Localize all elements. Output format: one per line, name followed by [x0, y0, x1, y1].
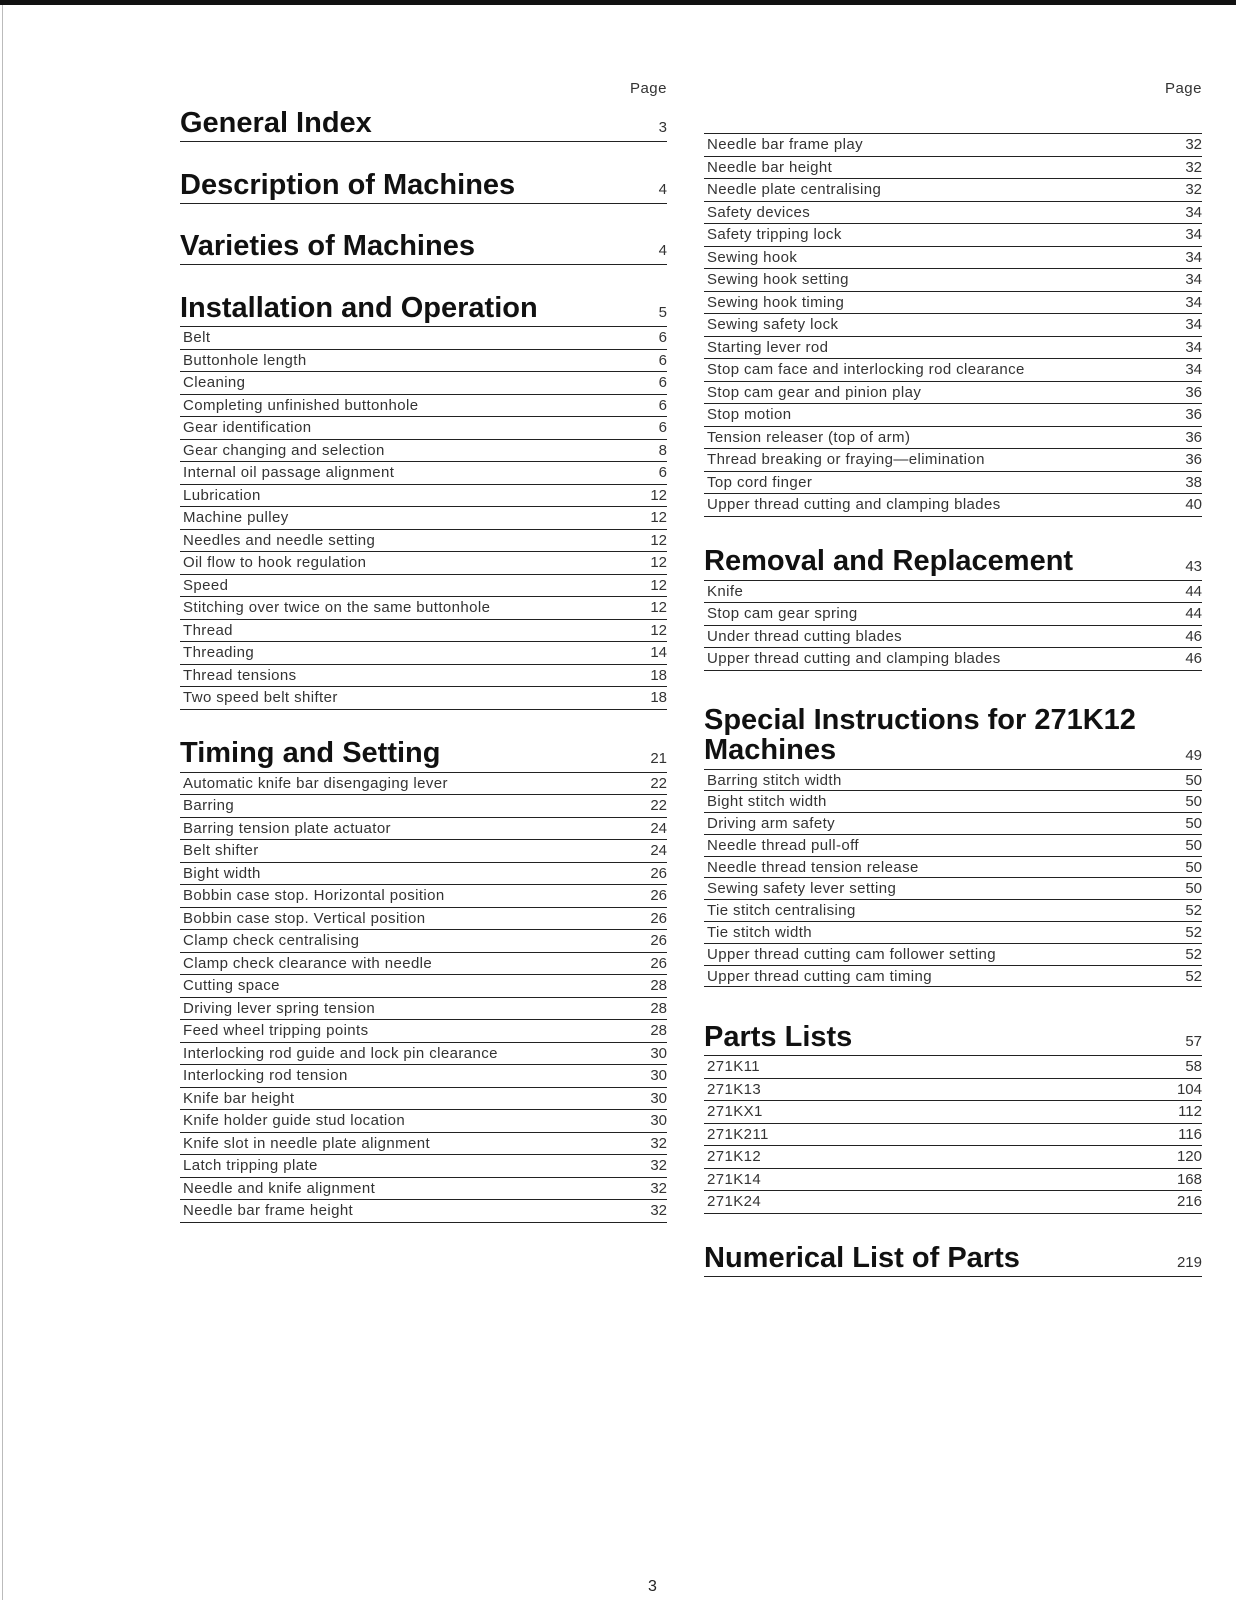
section-title: General Index [180, 106, 372, 139]
entry-label: Gear changing and selection [183, 441, 385, 459]
entry-page: 46 [1185, 627, 1202, 645]
entry-label: Belt [183, 329, 211, 346]
entry-page: 6 [658, 329, 667, 346]
right-column [704, 78, 1202, 1277]
entry-label: Tension releaser (top of arm) [707, 428, 911, 446]
index-entry[interactable] [704, 1101, 1202, 1124]
index-entry[interactable] [180, 773, 667, 796]
entry-page: 168 [1176, 1170, 1202, 1188]
index-entry[interactable] [180, 552, 667, 575]
entry-label: Feed wheel tripping points [183, 1022, 369, 1039]
continuation-top-rule [704, 100, 1202, 134]
entry-page: 36 [1185, 451, 1202, 468]
top-border-rule [0, 0, 1236, 5]
index-entry[interactable] [180, 953, 667, 976]
entry-page: 34 [1185, 271, 1202, 288]
index-entry[interactable] [180, 440, 667, 463]
entry-page: 104 [1176, 1080, 1202, 1098]
entry-page: 44 [1185, 582, 1202, 600]
entry-page: 40 [1185, 496, 1202, 513]
index-entry[interactable] [704, 292, 1202, 315]
entry-label: Speed [183, 576, 229, 594]
entry-page: 32 [1185, 136, 1202, 153]
index-entry[interactable] [180, 1200, 667, 1223]
entry-page: 12 [650, 531, 667, 549]
entry-label: Barring stitch width [707, 771, 842, 789]
entry-label: Needle and knife alignment [183, 1179, 376, 1197]
entry-label: Completing unfinished buttonhole [183, 396, 419, 414]
entry-label: Upper thread cutting and clamping blades [707, 650, 1001, 667]
entry-label: Clamp check clearance with needle [183, 954, 433, 972]
entry-label: Belt shifter [183, 842, 259, 859]
index-entry[interactable] [180, 642, 667, 665]
entry-label: Interlocking rod guide and lock pin clearance [183, 1044, 498, 1062]
entry-page: 38 [1185, 473, 1202, 491]
entry-label: 271K24 [707, 1193, 762, 1211]
entry-page: 52 [1185, 967, 1202, 985]
entry-page: 12 [650, 599, 667, 616]
index-entry[interactable] [180, 620, 667, 643]
entry-label: Under thread cutting blades [707, 627, 903, 645]
index-entry[interactable] [180, 885, 667, 908]
entry-page: 44 [1185, 605, 1202, 622]
index-entry[interactable] [704, 337, 1202, 360]
section-page: 219 [1176, 1253, 1202, 1271]
entry-label: Barring tension plate actuator [183, 819, 391, 837]
entry-page: 50 [1185, 815, 1202, 833]
index-entry[interactable] [180, 930, 667, 953]
entry-label: Stitching over twice on the same buttonhole [183, 599, 491, 616]
section-page: 49 [1185, 746, 1202, 764]
entry-label: Upper thread cutting cam follower setting [707, 945, 997, 963]
index-entry[interactable] [704, 791, 1202, 813]
index-entry[interactable] [704, 202, 1202, 225]
entry-label: Tie stitch width [707, 924, 813, 942]
entry-label: Bight stitch width [707, 793, 827, 811]
index-entry[interactable] [180, 575, 667, 598]
entry-label: Needle bar frame play [707, 136, 863, 153]
entry-label: 271K14 [707, 1170, 762, 1188]
entry-label: Automatic knife bar disengaging lever [183, 774, 448, 792]
entry-page: 52 [1185, 945, 1202, 963]
index-entry[interactable] [180, 1133, 667, 1156]
entry-page: 34 [1185, 293, 1202, 311]
index-entry[interactable] [180, 1020, 667, 1043]
entry-label: Knife [707, 582, 744, 600]
entry-page: 32 [1185, 158, 1202, 176]
section-title-line-2: Machines [704, 734, 837, 767]
entry-label: 271K11 [707, 1058, 761, 1076]
entry-label: Upper thread cutting cam timing [707, 967, 932, 985]
entry-label: Safety devices [707, 203, 811, 221]
index-entry[interactable] [704, 813, 1202, 835]
index-entry[interactable] [180, 1088, 667, 1111]
entry-label: Stop cam gear spring [707, 605, 858, 622]
section-title: Varieties of Machines [180, 229, 475, 262]
entry-label: Clamp check centralising [183, 932, 360, 949]
entry-page: 112 [1178, 1103, 1202, 1121]
index-entry[interactable] [704, 1079, 1202, 1102]
entry-page: 30 [650, 1044, 667, 1062]
index-entry[interactable] [704, 494, 1202, 517]
entry-label: Bobbin case stop. Horizontal position [183, 887, 445, 904]
section-varieties-of-machines[interactable] [180, 204, 667, 265]
entry-page: 24 [650, 842, 667, 859]
index-entry[interactable] [704, 1124, 1202, 1147]
entry-page: 28 [650, 999, 667, 1017]
entry-page: 6 [658, 396, 667, 414]
entry-page: 26 [650, 864, 667, 882]
index-entry[interactable] [704, 626, 1202, 649]
entry-label: Thread breaking or fraying—elimination [707, 451, 985, 468]
entry-label: Cleaning [183, 374, 246, 391]
entry-label: Thread tensions [183, 666, 297, 684]
index-entry[interactable] [180, 417, 667, 440]
section-page: 57 [1185, 1033, 1202, 1051]
continuation-entries [704, 134, 1202, 517]
entry-page: 36 [1185, 428, 1202, 446]
section-title: Parts Lists [704, 1021, 853, 1054]
entry-page: 50 [1185, 771, 1202, 789]
scan-left-edge [2, 5, 3, 1600]
index-entry[interactable] [704, 648, 1202, 671]
section-timing-and-setting[interactable] [180, 710, 667, 773]
entry-page: 34 [1185, 338, 1202, 356]
index-entry[interactable] [180, 975, 667, 998]
index-entry[interactable] [180, 908, 667, 931]
entry-label: Stop motion [707, 406, 792, 423]
index-entry[interactable] [704, 770, 1202, 792]
entry-label: 271K13 [707, 1080, 762, 1098]
entry-label: Threading [183, 644, 255, 661]
entry-label: Lubrication [183, 486, 261, 504]
entry-label: Sewing hook [707, 248, 798, 266]
index-entry[interactable] [704, 427, 1202, 450]
entry-label: Oil flow to hook regulation [183, 554, 367, 571]
entry-label: Top cord finger [707, 473, 813, 491]
entry-page: 120 [1176, 1148, 1202, 1166]
entry-label: Stop cam gear and pinion play [707, 383, 922, 401]
entry-page: 216 [1176, 1193, 1202, 1211]
entry-page: 14 [650, 644, 667, 661]
installation-entries [180, 327, 667, 710]
entry-label: Sewing hook timing [707, 293, 845, 311]
index-entry[interactable] [180, 1178, 667, 1201]
entry-page: 50 [1185, 836, 1202, 854]
entry-page: 32 [1185, 181, 1202, 198]
entry-page: 34 [1185, 361, 1202, 378]
index-entry[interactable] [180, 462, 667, 485]
entry-label: Driving lever spring tension [183, 999, 376, 1017]
entry-label: Buttonhole length [183, 351, 307, 369]
section-page: 4 [658, 181, 667, 198]
section-page: 5 [658, 304, 667, 321]
index-entry[interactable] [704, 603, 1202, 626]
entry-label: Bobbin case stop. Vertical position [183, 909, 426, 927]
entry-label: Needle thread pull-off [707, 836, 859, 854]
index-entry[interactable] [704, 966, 1202, 988]
entry-label: Needle bar height [707, 158, 833, 176]
index-entry[interactable] [180, 818, 667, 841]
entry-label: Interlocking rod tension [183, 1067, 348, 1084]
index-entry[interactable] [180, 1155, 667, 1178]
section-title [704, 705, 1185, 769]
section-parts-lists[interactable] [704, 987, 1202, 1056]
entry-page: 24 [650, 819, 667, 837]
entry-page: 28 [650, 1022, 667, 1039]
entry-label: Cutting space [183, 977, 280, 994]
entry-label: Needle bar frame height [183, 1202, 354, 1219]
entry-page: 12 [650, 621, 667, 639]
section-installation-and-operation[interactable] [180, 265, 667, 327]
section-description-of-machines[interactable] [180, 142, 667, 204]
index-entry[interactable] [704, 1056, 1202, 1079]
index-entry[interactable] [704, 944, 1202, 966]
index-entry[interactable] [704, 1146, 1202, 1169]
entry-page: 26 [650, 887, 667, 904]
entry-label: Sewing hook setting [707, 271, 849, 288]
index-entry[interactable] [704, 382, 1202, 405]
entry-page: 116 [1178, 1125, 1202, 1143]
entry-page: 52 [1185, 924, 1202, 942]
entry-page: 22 [650, 774, 667, 792]
index-entry[interactable] [704, 900, 1202, 922]
entry-page: 32 [650, 1157, 667, 1174]
index-entry[interactable] [704, 472, 1202, 495]
index-entry[interactable] [180, 597, 667, 620]
entry-page: 32 [650, 1134, 667, 1152]
entry-page: 28 [650, 977, 667, 994]
index-entry[interactable] [180, 1110, 667, 1133]
entry-label: Two speed belt shifter [183, 689, 338, 706]
section-removal-and-replacement[interactable] [704, 517, 1202, 581]
entry-label: 271K12 [707, 1148, 762, 1166]
entry-page: 30 [650, 1112, 667, 1129]
entry-page: 12 [650, 576, 667, 594]
page-number: 3 [648, 1578, 657, 1595]
index-entry[interactable] [180, 1065, 667, 1088]
entry-label: Gear identification [183, 419, 312, 436]
index-entry[interactable] [180, 530, 667, 553]
index-entry[interactable] [180, 795, 667, 818]
index-entry[interactable] [704, 157, 1202, 180]
entry-page: 58 [1185, 1058, 1202, 1076]
index-entry[interactable] [704, 247, 1202, 270]
section-page: 43 [1185, 557, 1202, 575]
index-entry[interactable] [704, 269, 1202, 292]
index-entry[interactable] [704, 1169, 1202, 1192]
entry-label: Starting lever rod [707, 338, 829, 356]
removal-entries [704, 581, 1202, 671]
index-entry[interactable] [180, 485, 667, 508]
entry-label: Knife bar height [183, 1089, 295, 1107]
entry-page: 50 [1185, 858, 1202, 876]
entry-page: 30 [650, 1067, 667, 1084]
page-column-header: Page [1164, 80, 1202, 97]
index-entry[interactable] [180, 840, 667, 863]
timing-entries [180, 773, 667, 1223]
parts-lists-entries [704, 1056, 1202, 1214]
entry-page: 6 [658, 351, 667, 369]
index-entry[interactable] [180, 665, 667, 688]
left-column [180, 78, 667, 1223]
entry-page: 32 [650, 1179, 667, 1197]
entry-label: 271K211 [707, 1125, 769, 1143]
index-entry[interactable] [704, 179, 1202, 202]
entry-label: Machine pulley [183, 509, 289, 526]
entry-label: 271KX1 [707, 1103, 763, 1121]
entry-label: Internal oil passage alignment [183, 464, 395, 481]
entry-page: 34 [1185, 248, 1202, 266]
entry-label: Driving arm safety [707, 815, 836, 833]
section-general-index[interactable] [180, 100, 667, 142]
entry-label: Knife holder guide stud location [183, 1112, 406, 1129]
section-title: Installation and Operation [180, 291, 538, 324]
entry-label: Thread [183, 621, 233, 639]
section-title: Numerical List of Parts [704, 1241, 1020, 1274]
index-entry[interactable] [180, 350, 667, 373]
index-entry[interactable] [180, 507, 667, 530]
index-entry[interactable] [704, 224, 1202, 247]
entry-label: Tie stitch centralising [707, 902, 856, 920]
index-entry[interactable] [180, 863, 667, 886]
page-column-header: Page [629, 80, 667, 97]
entry-page: 18 [650, 689, 667, 706]
section-title-line-1: Special Instructions for 271K12 [704, 703, 1136, 736]
index-entry[interactable] [704, 857, 1202, 879]
entry-page: 46 [1185, 650, 1202, 667]
section-page: 3 [658, 119, 667, 136]
index-entry[interactable] [704, 359, 1202, 382]
entry-page: 50 [1185, 880, 1202, 898]
index-entry[interactable] [180, 998, 667, 1021]
entry-page: 26 [650, 954, 667, 972]
section-special-instructions[interactable] [704, 671, 1202, 770]
entry-page: 12 [650, 554, 667, 571]
index-entry[interactable] [704, 404, 1202, 427]
index-entry[interactable] [704, 1191, 1202, 1214]
section-title: Timing and Setting [180, 737, 441, 770]
section-page: 4 [658, 242, 667, 259]
entry-page: 32 [650, 1202, 667, 1219]
index-entry[interactable] [704, 581, 1202, 604]
entry-label: Latch tripping plate [183, 1157, 318, 1174]
entry-page: 8 [658, 441, 667, 459]
entry-page: 26 [650, 932, 667, 949]
entry-page: 34 [1185, 203, 1202, 221]
section-title: Description of Machines [180, 168, 516, 201]
entry-page: 36 [1185, 406, 1202, 423]
index-entry[interactable] [180, 687, 667, 710]
entry-label: Needles and needle setting [183, 531, 376, 549]
index-entry[interactable] [704, 922, 1202, 944]
section-title: Removal and Replacement [704, 545, 1074, 578]
entry-label: Safety tripping lock [707, 226, 842, 243]
entry-page: 6 [658, 464, 667, 481]
special-instructions-entries [704, 770, 1202, 988]
entry-label: Needle thread tension release [707, 858, 919, 876]
section-page: 21 [650, 749, 667, 767]
entry-page: 34 [1185, 226, 1202, 243]
entry-label: Knife slot in needle plate alignment [183, 1134, 431, 1152]
entry-label: Stop cam face and interlocking rod clearance [707, 361, 1025, 378]
entry-label: Bight width [183, 864, 261, 882]
section-numerical-list-of-parts[interactable] [704, 1214, 1202, 1277]
entry-label: Needle plate centralising [707, 181, 882, 198]
entry-page: 6 [658, 419, 667, 436]
entry-label: Upper thread cutting and clamping blades [707, 496, 1001, 513]
index-entry[interactable] [180, 1043, 667, 1066]
entry-label: Sewing safety lever setting [707, 880, 897, 898]
index-entry[interactable] [180, 372, 667, 395]
entry-page: 12 [650, 509, 667, 526]
entry-page: 36 [1185, 383, 1202, 401]
index-entry[interactable] [704, 835, 1202, 857]
entry-page: 34 [1185, 316, 1202, 333]
index-entry[interactable] [180, 327, 667, 350]
entry-label: Sewing safety lock [707, 316, 839, 333]
index-entry[interactable] [704, 134, 1202, 157]
entry-page: 52 [1185, 902, 1202, 920]
entry-label: Barring [183, 797, 235, 814]
index-entry[interactable] [704, 314, 1202, 337]
index-entry[interactable] [180, 395, 667, 418]
entry-page: 12 [650, 486, 667, 504]
entry-page: 6 [658, 374, 667, 391]
index-entry[interactable] [704, 449, 1202, 472]
entry-page: 26 [650, 909, 667, 927]
entry-page: 18 [650, 666, 667, 684]
entry-page: 22 [650, 797, 667, 814]
entry-page: 50 [1185, 793, 1202, 811]
entry-page: 30 [650, 1089, 667, 1107]
index-entry[interactable] [704, 878, 1202, 900]
